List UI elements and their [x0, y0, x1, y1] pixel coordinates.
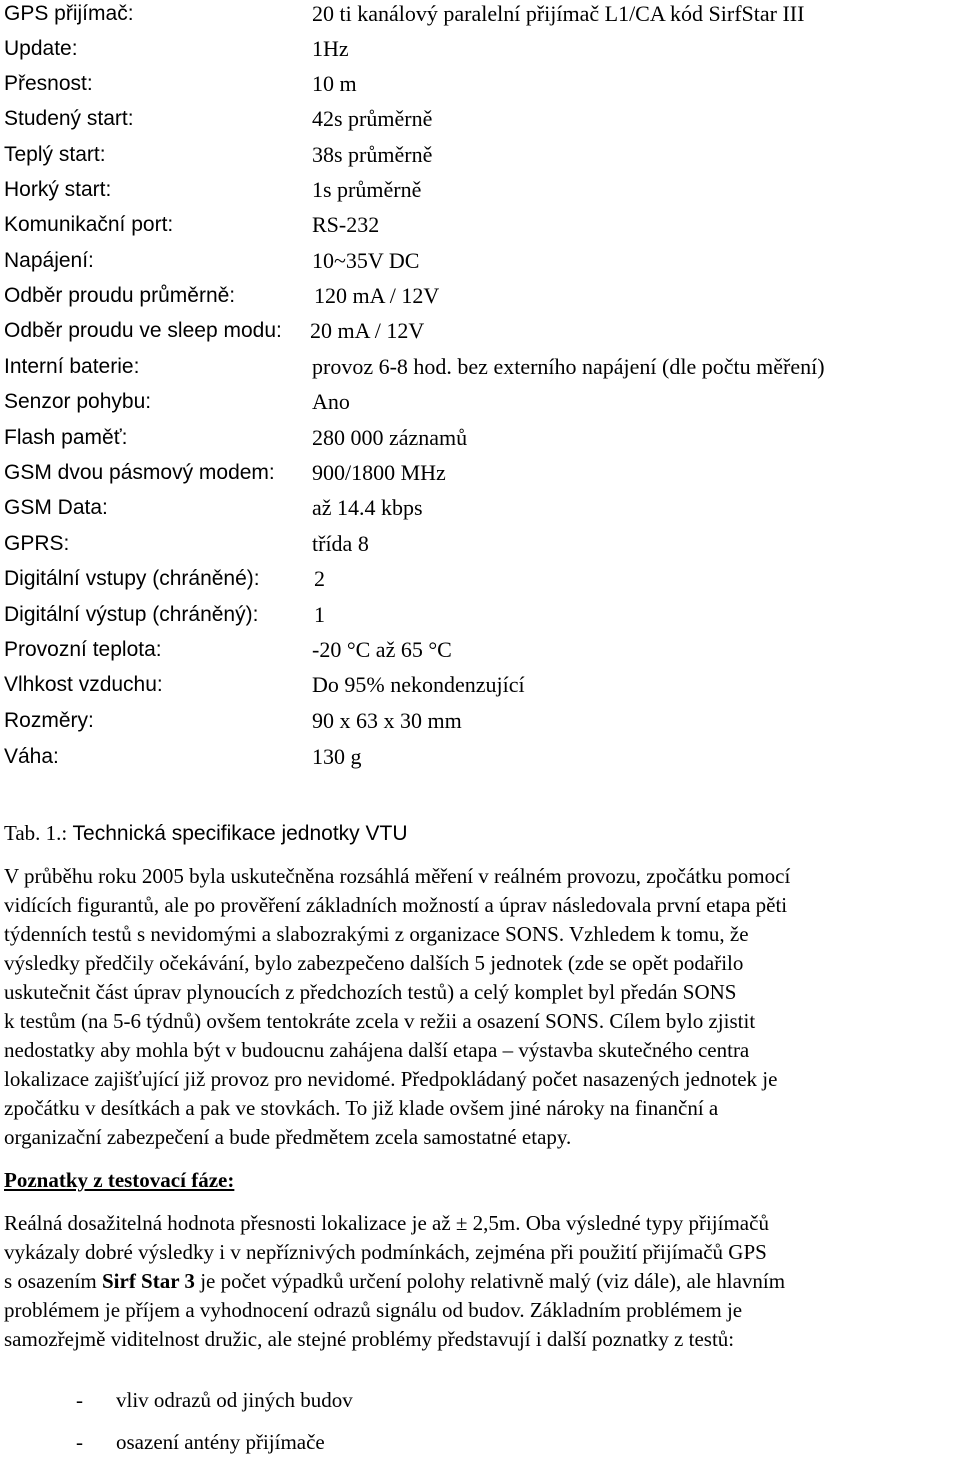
- spec-label: Digitální vstupy (chráněné):: [4, 567, 260, 590]
- table-caption: [4, 819, 408, 848]
- spec-value: 90 x 63 x 30 mm: [312, 708, 462, 733]
- spec-value: 38s průměrně: [312, 142, 433, 167]
- spec-value: 42s průměrně: [312, 106, 433, 131]
- spec-label: GSM dvou pásmový modem:: [4, 461, 275, 484]
- spec-label: GPS přijímač:: [4, 2, 134, 25]
- spec-value: 900/1800 MHz: [312, 460, 446, 485]
- spec-value: 20 ti kanálový paralelní přijímač L1/CA kód SirfStar III: [312, 1, 805, 26]
- spec-value: 1: [314, 602, 325, 627]
- spec-value: 280 000 záznamů: [312, 425, 468, 450]
- paragraph-line: uskutečnit část úprav plynoucích z předchozích testů) a celý komplet byl předán SONS: [4, 980, 737, 1004]
- paragraph-line: týdenních testů s nevidomými a slabozrakými z organizace SONS. Vzhledem k tomu, že: [4, 922, 749, 946]
- spec-label: GPRS:: [4, 532, 70, 555]
- paragraph-line: nedostatky aby mohla být v budoucnu zahájena další etapa – výstavba skutečného centra: [4, 1038, 750, 1062]
- spec-label: Teplý start:: [4, 143, 106, 166]
- spec-label: Flash paměť:: [4, 426, 128, 449]
- spec-label: Horký start:: [4, 178, 112, 201]
- spec-label: Váha:: [4, 745, 59, 768]
- spec-label: Rozměry:: [4, 709, 94, 732]
- spec-value: provoz 6-8 hod. bez externího napájení (dle počtu měření): [312, 354, 825, 379]
- spec-value: RS-232: [312, 212, 380, 237]
- spec-value: Ano: [312, 389, 350, 414]
- spec-value: Do 95% nekondenzující: [312, 672, 525, 697]
- paragraph-line: samozřejmě viditelnost družic, ale stejné problémy představují i další poznatky z testů:: [4, 1327, 735, 1351]
- spec-label: Odběr proudu ve sleep modu:: [4, 319, 282, 342]
- paragraph-line: k testům (na 5-6 týdnů) ovšem tentokráte zcela v režii a osazení SONS. Cílem bylo zjistit: [4, 1009, 756, 1033]
- paragraph-line: Reálná dosažitelná hodnota přesnosti lokalizace je až ± 2,5m. Oba výsledné typy přijímačů: [4, 1211, 769, 1235]
- spec-value: až 14.4 kbps: [312, 495, 423, 520]
- paragraph-intro: [4, 862, 956, 1152]
- list-bullet: -: [76, 1388, 83, 1412]
- spec-value: 10~35V DC: [312, 248, 420, 273]
- paragraph-line: [4, 1267, 956, 1296]
- spec-value: 2: [314, 566, 325, 591]
- spec-label: GSM Data:: [4, 496, 108, 519]
- paragraph-line: organizační zabezpečení a bude předmětem zcela samostatné etapy.: [4, 1125, 572, 1149]
- spec-label: Odběr proudu průměrně:: [4, 284, 236, 307]
- spec-label: Vlhkost vzduchu:: [4, 673, 163, 696]
- spec-label: Komunikační port:: [4, 213, 174, 236]
- bold-text: Sirf Star 3: [101, 1269, 195, 1293]
- spec-value: třída 8: [312, 531, 369, 556]
- spec-value: 10 m: [312, 71, 357, 96]
- section-heading: Poznatky z testovací fáze:: [4, 1168, 235, 1192]
- paragraph-line: vidících figurantů, ale po prověření základních možností a úprav následovala první etapa pěti: [4, 893, 788, 917]
- caption-number: Tab. 1.:: [4, 821, 68, 845]
- spec-label: Digitální výstup (chráněný):: [4, 603, 259, 626]
- spec-value: 20 mA / 12V: [310, 318, 425, 343]
- list-bullet: -: [76, 1430, 83, 1454]
- spec-label: Update:: [4, 37, 78, 60]
- paragraph-findings: [4, 1209, 956, 1354]
- list-item-text: osazení antény přijímače: [116, 1430, 325, 1454]
- spec-value: 1Hz: [312, 36, 349, 61]
- spec-value: 120 mA / 12V: [314, 283, 440, 308]
- spec-label: Studený start:: [4, 107, 134, 130]
- list-item-text: vliv odrazů od jiných budov: [116, 1388, 353, 1412]
- paragraph-line: V průběhu roku 2005 byla uskutečněna rozsáhlá měření v reálném provozu, zpočátku pomocí: [4, 864, 791, 888]
- spec-label: Provozní teplota:: [4, 638, 162, 661]
- paragraph-line: vykázaly dobré výsledky i v nepříznivých podmínkách, zejména při použití přijímačů GPS: [4, 1240, 767, 1264]
- list-item: [76, 1385, 353, 1415]
- paragraph-line: zpočátku v desítkách a pak ve stovkách. To již klade ovšem jiné nároky na finanční a: [4, 1096, 719, 1120]
- spec-value: -20 °C až 65 °C: [312, 637, 452, 662]
- paragraph-line: lokalizace zajišťující již provoz pro nevidomé. Předpokládaný počet nasazených jednotek je: [4, 1067, 778, 1091]
- caption-title: Technická specifikace jednotky VTU: [72, 822, 408, 845]
- spec-label: Napájení:: [4, 249, 94, 272]
- spec-label: Přesnost:: [4, 72, 93, 95]
- text-run: s osazením: [4, 1269, 102, 1293]
- list-item: [76, 1427, 325, 1457]
- paragraph-line: problémem je příjem a vyhodnocení odrazů signálu od budov. Základním problémem je: [4, 1298, 743, 1322]
- spec-label: Senzor pohybu:: [4, 390, 152, 413]
- paragraph-line: výsledky předčily očekávání, bylo zabezpečeno dalších 5 jednotek (zde se opět podařilo: [4, 951, 744, 975]
- spec-value: 1s průměrně: [312, 177, 422, 202]
- spec-label: Interní baterie:: [4, 355, 140, 378]
- spec-value: 130 g: [312, 744, 362, 769]
- text-run: je počet výpadků určení polohy relativně malý (viz dále), ale hlavním: [194, 1269, 786, 1293]
